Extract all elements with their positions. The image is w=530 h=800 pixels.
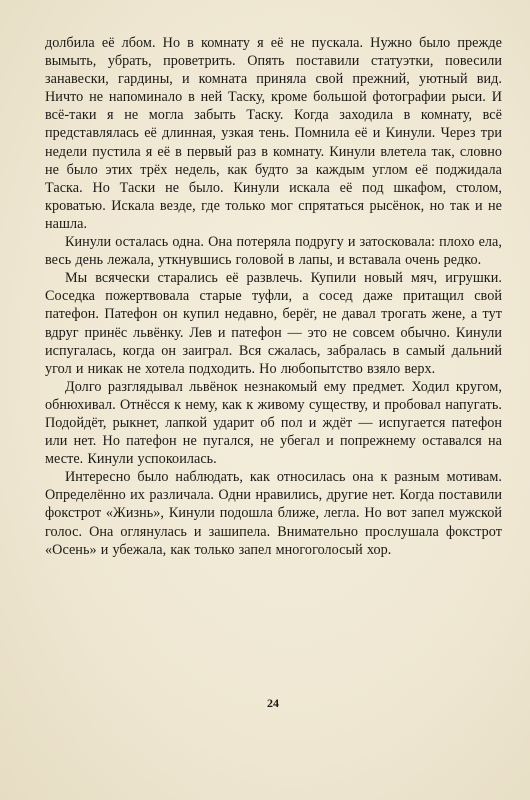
paragraph-1: долбила её лбом. Но в комнату я её не пускала. Нужно было прежде вымыть, убрать, проветрить. Опять поставили статуэтки, повесили занавески, гардины, и комната приняла свой прежний, уютный вид. Ничто не напоминало в ней Таску, кроме большой фотографии рыси. И всё-таки я не могла забыть Таску. Когда заходила в комнату, всё представлялась её длинная, узкая тень. Помнила её и Кинули. Через три недели пустила я её в первый раз в комнату. Кинули влетела так, словно не было этих трёх недель, как будто за каждым углом её поджидала Таска. Но Таски не было. Кинули искала её под шкафом, столом, кроватью. Искала везде, где только мог спрятаться рысёнок, но так и не нашла.	[45, 35, 502, 232]
page-number: 24	[267, 696, 279, 710]
page-body-text	[45, 34, 502, 559]
paragraph-3: Мы всячески старались её развлечь. Купили новый мяч, игрушки. Соседка пожертвовала старые туфли, а сосед даже притащил свой патефон. Патефон он купил недавно, берёг, не давал трогать жене, а тут вдруг принёс львёнку. Лев и патефон — это не совсем обычно. Кинули испугалась, когда он заиграл. Вся сжалась, забралась в самый дальний угол и никак не хотела подходить. Но любопытство взяло верх.	[45, 270, 502, 377]
paragraph-2: Кинули осталась одна. Она потеряла подругу и затосковала: плохо ела, весь день лежала, уткнувшись головой в лапы, и вставала очень редко.	[45, 234, 502, 269]
paragraph-4: Долго разглядывал львёнок незнакомый ему предмет. Ходил кругом, обнюхивал. Отнёсся к нему, как к живому существу, и пробовал напугать. Подойдёт, рыкнет, лапкой ударит об пол и ждёт — испугается патефон или нет. Но патефон не пугался, не убегал и попрежнему оставался на месте. Кинули успокоилась.	[45, 378, 502, 468]
paragraph-5: Интересно было наблюдать, как относилась она к разным мотивам. Определённо их различала. Одни нравились, другие нет. Когда поставили фокстрот «Жизнь», Кинули подошла ближе, легла. Но вот запел мужской голос. Она оглянулась и зашипела. Внимательно прослушала фокстрот «Осень» и убежала, как только запел многоголосый хор.	[45, 469, 502, 558]
